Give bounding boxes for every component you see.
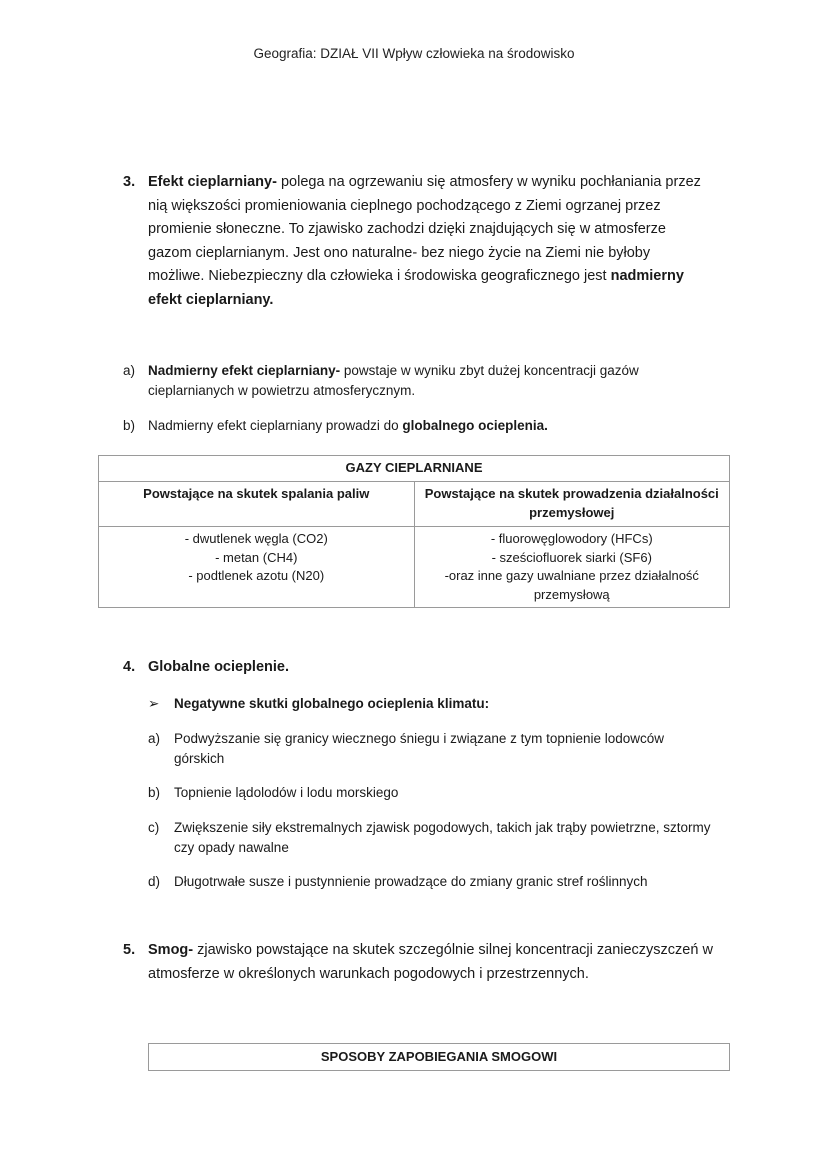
effect-c-line-1: Zwiększenie siły ekstremalnych zjawisk pogodowych, takich jak trąby powietrzne, sztormy	[174, 820, 711, 835]
gas-item: - dwutlenek węgla (CO2)	[184, 531, 328, 546]
gases-col1-cell	[99, 527, 415, 608]
list-a-line-2: cieplarnianych w powietrzu atmosferycznym.	[148, 383, 416, 398]
section-5-line-1: zjawisko powstające na skutek szczególnie silnej koncentracji zanieczyszczeń w	[193, 942, 713, 958]
section-4-number: 4.	[123, 659, 136, 675]
list-a-marker: a)	[123, 363, 136, 378]
section-5-text	[148, 939, 748, 986]
gas-item: - podtlenek azotu (N20)	[188, 568, 325, 583]
section-4-title: Globalne ocieplenie.	[148, 659, 290, 675]
section-4-subtitle: Negatywne skutki globalnego ocieplenia klimatu:	[174, 696, 490, 711]
list-a-line-1: powstaje w wyniku zbyt dużej koncentracji gazów	[340, 363, 639, 378]
section-3-line-4: gazom cieplarnianym. Jest ono naturalne- bez niego życie na Ziemi nie byłoby	[148, 244, 651, 261]
gases-col2-cell	[414, 527, 730, 608]
list-b-marker: b)	[123, 418, 136, 433]
list-b-text	[148, 416, 748, 436]
section-3-text	[148, 171, 748, 312]
gas-item: przemysłową	[533, 586, 610, 602]
effect-d-text: Długotrwałe susze i pustynnienie prowadzące do zmiany granic stref roślinnych	[174, 874, 648, 889]
gas-item: - metan (CH4)	[215, 549, 298, 565]
list-b-bold: globalnego ocieplenia.	[402, 418, 548, 433]
gases-col2-header-line-1: Powstające na skutek prowadzenia działalności	[424, 486, 719, 501]
gas-item: -oraz inne gazy uwalniane przez działalność	[444, 568, 699, 583]
effect-d-marker: d)	[148, 874, 161, 889]
section-5-number: 5.	[123, 942, 136, 958]
effect-b-text: Topnienie lądolodów i lodu morskiego	[174, 785, 399, 800]
effect-a-marker: a)	[148, 731, 161, 746]
effect-b-marker: b)	[148, 785, 161, 800]
gas-item: - sześciofluorek siarki (SF6)	[491, 549, 652, 565]
effect-c-marker: c)	[148, 820, 160, 835]
section-3-bold-1: nadmierny	[610, 268, 684, 284]
effect-a-line-1: Podwyższanie się granicy wiecznego śniegu i związane z tym topnienie lodowców	[174, 731, 665, 746]
gases-col2-header-line-2: przemysłowej	[529, 504, 615, 520]
gases-table-title: GAZY CIEPLARNIANE	[99, 456, 730, 482]
page-header: Geografia: DZIAŁ VII Wpływ człowieka na środowisko	[253, 46, 575, 61]
section-5-term: Smog-	[148, 942, 194, 958]
section-3-term: Efekt cieplarniany-	[148, 174, 277, 190]
gases-col1-header: Powstające na skutek spalania paliw	[99, 482, 415, 527]
section-3-line-3: promienie słoneczne. To zjawisko zachodzi dzięki znajdujących się w atmosferze	[148, 221, 666, 237]
section-3-line-5: możliwe. Niebezpieczny dla człowieka i środowiska geograficznego jest	[148, 268, 611, 284]
arrow-icon: ➢	[148, 696, 160, 711]
section-3-number: 3.	[123, 174, 136, 190]
effect-a-line-2: górskich	[174, 751, 225, 766]
gases-col2-header	[414, 482, 730, 527]
list-a-term: Nadmierny efekt cieplarniany-	[148, 363, 341, 378]
section-3-line-1: polega na ogrzewaniu się atmosfery w wyniku pochłaniania przez	[276, 174, 701, 190]
gas-item: - fluorowęglowodory (HFCs)	[490, 531, 653, 546]
section-5-line-2: atmosferze w określonych warunkach pogodowych i przestrzennych.	[148, 965, 589, 982]
greenhouse-gases-table	[98, 455, 730, 608]
section-3-bold-2: efekt cieplarniany.	[148, 291, 274, 308]
effect-c-line-2: czy opady nawalne	[174, 840, 289, 855]
list-b-line: Nadmierny efekt cieplarniany prowadzi do	[148, 418, 403, 433]
smog-prevention-table: SPOSOBY ZAPOBIEGANIA SMOGOWI	[148, 1043, 730, 1071]
section-3-line-2: nią większości promieniowania cieplnego pochodzącego z Ziemi ogrzanej przez	[148, 197, 661, 214]
effect-c-text	[174, 818, 754, 858]
effect-a-text	[174, 729, 744, 769]
list-a-text	[148, 361, 748, 401]
